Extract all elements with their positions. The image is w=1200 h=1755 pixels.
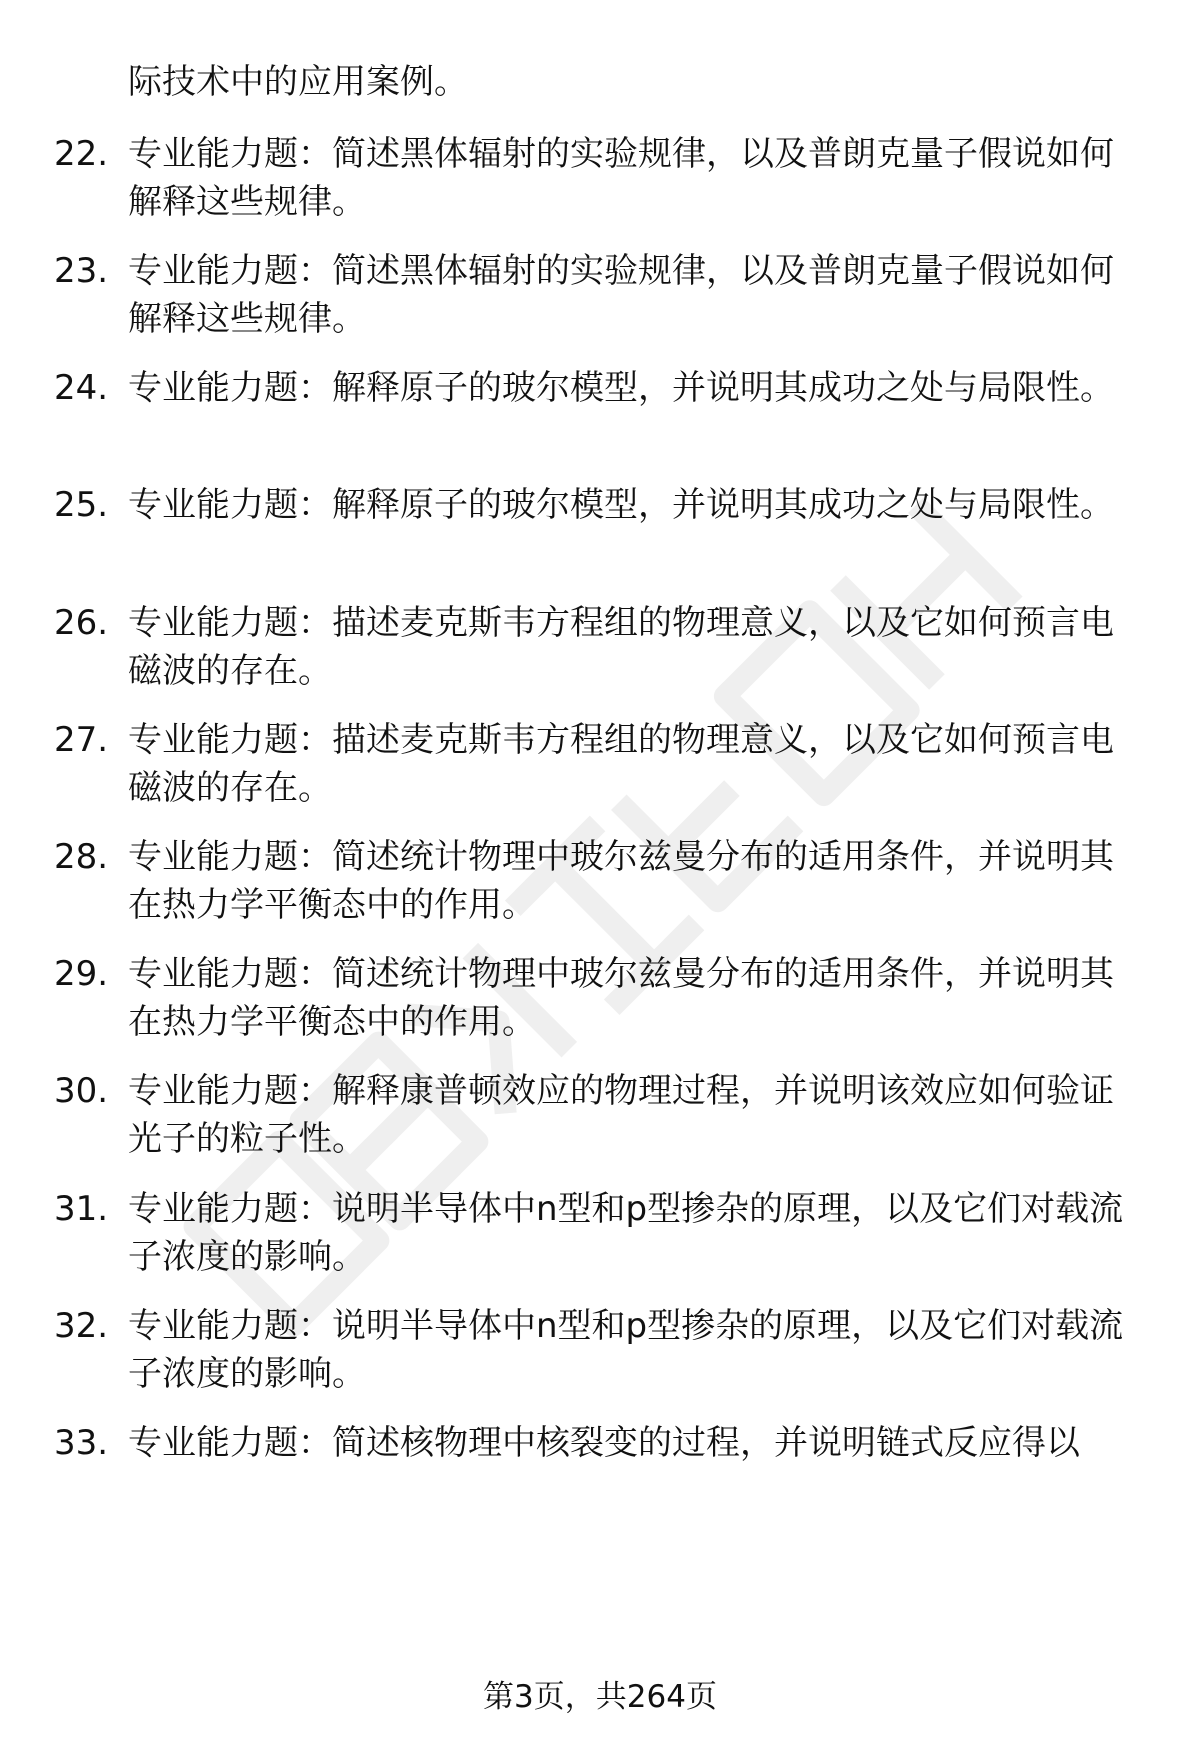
item-number: 31. xyxy=(54,1189,109,1229)
item-number: 30. xyxy=(54,1071,109,1111)
item-text: 专业能力题：描述麦克斯韦方程组的物理意义，以及它如何预言电磁波的存在。 xyxy=(128,720,1114,808)
continuation-text: 际技术中的应用案例。 xyxy=(128,62,468,102)
item-number: 24. xyxy=(54,368,109,408)
item-number: 29. xyxy=(54,954,109,994)
item-text: 专业能力题：简述核物理中核裂变的过程，并说明链式反应得以 xyxy=(128,1423,1080,1463)
item-text: 专业能力题：说明半导体中n型和p型掺杂的原理，以及它们对载流子浓度的影响。 xyxy=(128,1306,1124,1394)
item-text: 专业能力题：简述黑体辐射的实验规律，以及普朗克量子假说如何解释这些规律。 xyxy=(128,134,1114,222)
item-number: 27. xyxy=(54,720,109,760)
page-footer: 第3页，共264页 xyxy=(483,1679,717,1715)
item-number: 22. xyxy=(54,134,109,174)
item-number: 32. xyxy=(54,1306,109,1346)
item-text: 专业能力题：说明半导体中n型和p型掺杂的原理，以及它们对载流子浓度的影响。 xyxy=(128,1189,1124,1277)
item-text: 专业能力题：简述统计物理中玻尔兹曼分布的适用条件，并说明其在热力学平衡态中的作用。 xyxy=(128,837,1114,925)
item-number: 26. xyxy=(54,603,109,643)
item-number: 33. xyxy=(54,1423,109,1463)
item-text: 专业能力题：描述麦克斯韦方程组的物理意义，以及它如何预言电磁波的存在。 xyxy=(128,603,1114,691)
item-number: 25. xyxy=(54,485,109,525)
item-text: 专业能力题：解释原子的玻尔模型，并说明其成功之处与局限性。 xyxy=(128,485,1114,525)
item-text: 专业能力题：解释原子的玻尔模型，并说明其成功之处与局限性。 xyxy=(128,368,1114,408)
item-text: 专业能力题：简述统计物理中玻尔兹曼分布的适用条件，并说明其在热力学平衡态中的作用。 xyxy=(128,954,1114,1042)
item-text: 专业能力题：解释康普顿效应的物理过程，并说明该效应如何验证光子的粒子性。 xyxy=(128,1071,1114,1159)
item-text: 专业能力题：简述黑体辐射的实验规律，以及普朗克量子假说如何解释这些规律。 xyxy=(128,251,1114,339)
item-number: 28. xyxy=(54,837,109,877)
item-number: 23. xyxy=(54,251,109,291)
